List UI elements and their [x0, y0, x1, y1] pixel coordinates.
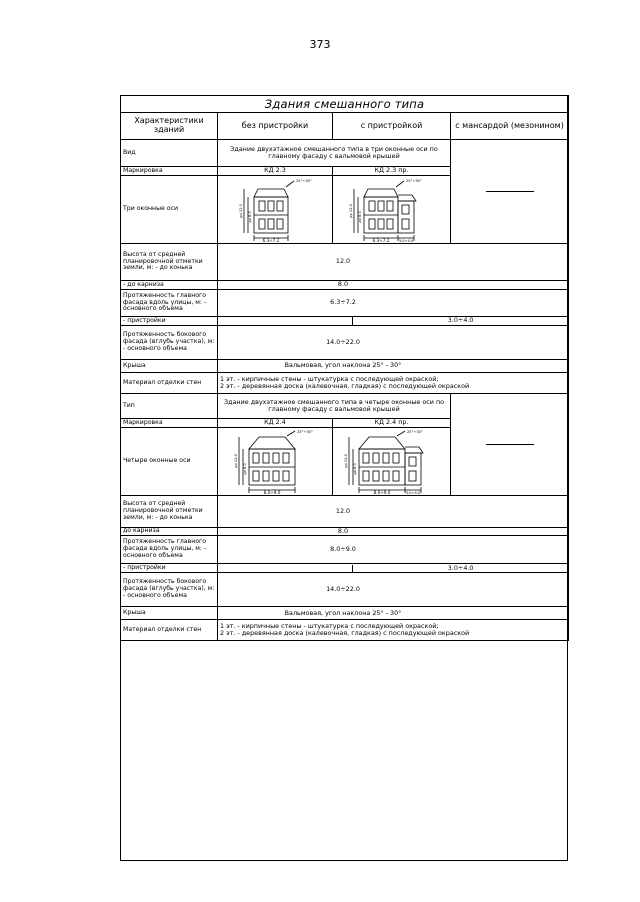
s2-dim-roof: 25°÷30° — [297, 429, 313, 434]
table-row — [121, 573, 569, 607]
s1-marking-label: Маркировка — [121, 167, 218, 176]
s2-finish-label: Материал отделки стен — [121, 620, 218, 641]
s1-finish-line2: 2 эт. - деревянная доска (калевочная, гладкая) с последующей окраской — [220, 382, 470, 390]
s2-type-value: Здание двухэтажное смешанного типа в четыре оконные оси по главному фасаду с вальмовой крышей — [218, 394, 451, 419]
s2-drawing-a-cell — [218, 428, 333, 496]
s2-facade-drawing — [227, 429, 323, 495]
s2-mansard-cell — [451, 394, 569, 496]
s1-dim-a: 6.3÷7.2 — [262, 237, 280, 243]
s2-side-main: 14.0÷22.0 — [326, 585, 360, 594]
s1-dim-roof: 25°÷30° — [296, 178, 312, 183]
s2-height-cornice: 8.0 — [337, 527, 349, 535]
table-row — [121, 244, 569, 281]
s2-front-label: Протяженность главного фасада вдоль улицы, м: - основного объема — [121, 536, 218, 564]
page-number: 373 — [309, 38, 331, 51]
s1-height-cornice: 8.0 — [337, 280, 349, 289]
s1-front-main: 6.3÷7.2 — [330, 298, 356, 307]
s2-dim-h1: до 12.0 — [234, 453, 238, 468]
table-row — [121, 360, 569, 373]
s2-dim-b-h2: до 8.0 — [352, 462, 357, 475]
s1-roof-value: Вальмовая, угол наклона 25° - 30° — [284, 361, 402, 370]
table-row — [121, 140, 569, 167]
s1-drawing-label: Три оконные оси — [121, 176, 218, 244]
s1-facade-drawing — [230, 177, 320, 243]
s2-height-label: Высота от средней планировочной отметки земли, м: - до конька — [121, 496, 218, 528]
s2-front-main: 8.0÷9.0 — [330, 545, 356, 554]
building-types-table — [120, 95, 569, 641]
s2-dim-a: 8.0÷9.0 — [263, 489, 281, 495]
s1-dim-b1: 6.3÷7.2 — [372, 237, 389, 243]
s1-drawing-b-cell — [333, 176, 451, 244]
s1-mansard-cell — [451, 140, 569, 244]
s2-ext-label: - пристройки — [121, 564, 218, 573]
s2-dim-b-roof: 25°÷30° — [406, 429, 423, 434]
s1-dim-h1: до 12.0 — [239, 203, 243, 218]
s1-dim-b-roof: 25°÷30° — [405, 178, 422, 183]
s2-marking-a: КД 2.4 — [218, 419, 333, 428]
s1-finish-line1: 1 эт. - кирпичные стены - штукатурка с последующей окраской; — [220, 374, 439, 383]
table-row — [121, 496, 569, 528]
s1-type-label: Вид — [121, 140, 218, 167]
table-row — [121, 317, 569, 326]
table-row — [121, 528, 569, 536]
header-characteristics: Характеристики зданий — [121, 113, 218, 140]
s1-marking-b: КД 2.3 пр. — [333, 167, 451, 176]
table-row — [121, 564, 569, 573]
s2-marking-label: Маркировка — [121, 419, 218, 428]
s2-cornice-label: до карниза — [121, 528, 218, 536]
s1-marking-a: КД 2.3 — [218, 167, 333, 176]
s2-dim-b2: 3.0÷4.0 — [405, 490, 420, 495]
s2-drawing-label: Четыре оконные оси — [121, 428, 218, 496]
header-mansard: с мансардой (мезонином) — [451, 113, 569, 140]
s1-finish-label: Материал отделки стен — [121, 373, 218, 394]
s2-type-label: Тип — [121, 394, 218, 419]
s2-dim-b-h1: до 12.0 — [343, 453, 348, 468]
s1-dim-b-h1: до 12.0 — [348, 203, 353, 218]
table-row — [121, 536, 569, 564]
s1-type-value: Здание двухэтажное смешанного типа в три оконные оси по главному фасаду с вальмовой крышей — [218, 140, 451, 167]
s2-marking-b: КД 2.4 пр. — [333, 419, 451, 428]
s2-finish-line1: 1 эт. - кирпичные стены - штукатурка с последующей окраской; — [220, 622, 439, 630]
s2-dim-h2: до 8.0 — [243, 462, 247, 475]
header-no-extension: без пристройки — [218, 113, 333, 140]
table-row — [121, 326, 569, 360]
s1-dim-b-h2: до 8.0 — [357, 210, 362, 223]
s1-drawing-a-cell — [218, 176, 333, 244]
table-row — [121, 394, 569, 419]
s1-side-main: 14.0÷22.0 — [326, 337, 360, 346]
table-row — [121, 290, 569, 317]
s1-ext-label: - пристройки — [121, 317, 218, 326]
s1-height-ridge: 12.0 — [335, 257, 351, 266]
s1-front-label: Протяженность главного фасада вдоль улицы, м: - основного объема — [121, 290, 218, 317]
s2-drawing-b-cell — [333, 428, 451, 496]
s1-roof-label: Крыша — [121, 360, 218, 373]
empty-dash — [486, 191, 534, 192]
s1-side-label: Протяженность бокового фасада (вглубь участка), м: - основного объема — [121, 326, 218, 360]
s1-dim-b2: 3.0÷4.0 — [398, 238, 413, 243]
empty-dash — [486, 444, 534, 445]
table-title: Здания смешанного типа — [121, 96, 569, 113]
header-with-extension: с пристройкой — [333, 113, 451, 140]
s2-finish-line2: 2 эт. - деревянная доска (калевочная, гладкая) с последующей окраской — [220, 629, 470, 638]
s1-height-label: Высота от средней планировочной отметки земли, м: - до конька — [121, 244, 218, 281]
s2-side-label: Протяженность бокового фасада (вглубь участка), м: - основного объема — [121, 573, 218, 607]
s2-height-ridge: 12.0 — [335, 506, 351, 515]
s1-cornice-label: - до карниза — [121, 281, 218, 290]
table-row — [121, 607, 569, 620]
table-row — [121, 620, 569, 641]
s2-dim-b1: 8.0÷9.0 — [373, 489, 390, 495]
s2-front-ext: 3.0÷4.0 — [447, 563, 474, 572]
s2-roof-label: Крыша — [121, 607, 218, 620]
s2-roof-value: Вальмовая, угол наклона 25° - 30° — [284, 608, 402, 617]
s1-facade-extension-drawing — [342, 177, 442, 243]
table-row — [121, 281, 569, 290]
s2-facade-extension-drawing — [339, 429, 445, 495]
s1-front-ext: 3.0÷4.0 — [447, 316, 474, 325]
s1-dim-h2: до 8.0 — [248, 210, 252, 223]
table-row — [121, 373, 569, 394]
